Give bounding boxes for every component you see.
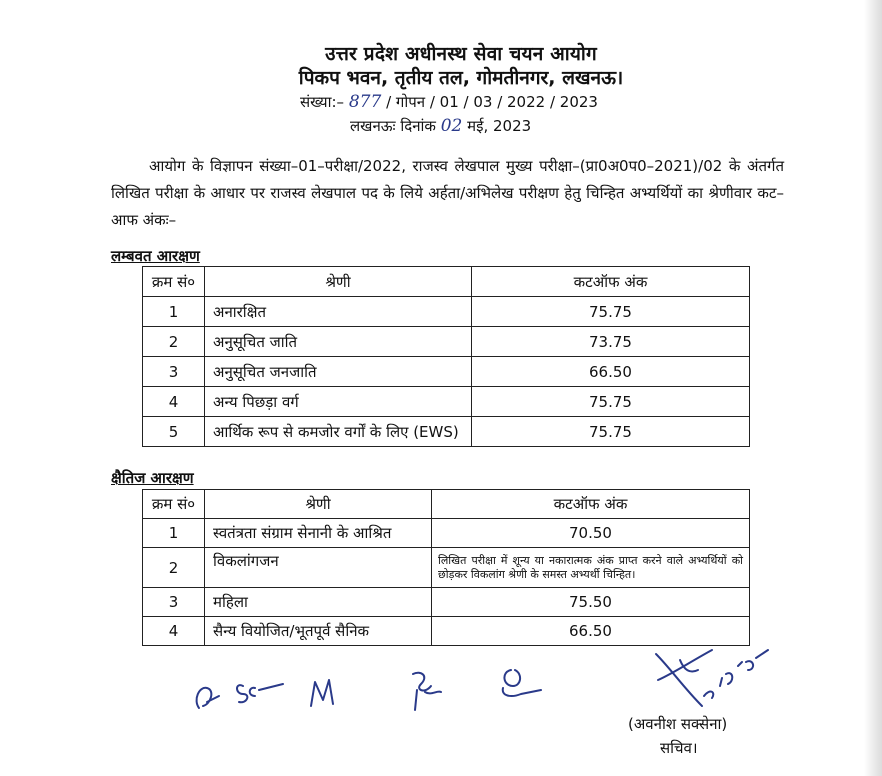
row-cutoff: 75.75 xyxy=(472,417,750,447)
row-cutoff: 66.50 xyxy=(472,357,750,387)
row-cutoff-note: लिखित परीक्षा में शून्य या नकारात्मक अंक प्राप्त करने वाले अभ्यर्थियों को छोड़कर विकलांग श्रेणी के समस्त अभ्यर्थी चिन्हित। xyxy=(432,548,750,588)
table-row xyxy=(143,417,750,447)
secretary-designation: सचिव। xyxy=(660,739,698,757)
signature-3 xyxy=(311,680,333,706)
row-category: महिला xyxy=(205,588,432,617)
secretary-signature xyxy=(650,640,775,716)
signature-2 xyxy=(237,684,283,702)
row-category: सैन्य वियोजित/भूतपूर्व सैनिक xyxy=(205,617,432,646)
date-prefix: लखनऊः दिनांक xyxy=(350,117,436,135)
table-row xyxy=(143,387,750,417)
table-header-row xyxy=(143,267,750,297)
commission-address: पिकप भवन, तृतीय तल, गोमतीनगर, लखनऊ। xyxy=(298,67,624,89)
secretary-name: (अवनीश सक्सेना) xyxy=(628,715,728,733)
row-category: अनुसूचित जाति xyxy=(205,327,472,357)
commission-name: उत्तर प्रदेश अधीनस्थ सेवा चयन आयोग xyxy=(325,43,597,65)
row-cutoff: 66.50 xyxy=(432,617,750,646)
row-category: आर्थिक रूप से कमजोर वर्गों के लिए (EWS) xyxy=(205,417,472,447)
ref-prefix: संख्या:– xyxy=(300,93,345,111)
row-category: विकलांगजन xyxy=(205,548,432,588)
date-suffix: मई, 2023 xyxy=(467,117,532,135)
table-row xyxy=(143,327,750,357)
row-cutoff: 75.75 xyxy=(472,387,750,417)
horizontal-reservation-table xyxy=(142,489,750,646)
col-serial: क्रम सं० xyxy=(143,267,205,297)
row-serial: 2 xyxy=(143,548,205,588)
row-cutoff: 70.50 xyxy=(432,519,750,548)
row-category: अनुसूचित जनजाति xyxy=(205,357,472,387)
row-serial: 1 xyxy=(143,519,205,548)
table-row xyxy=(143,548,750,588)
letter-date xyxy=(350,116,531,136)
row-serial: 4 xyxy=(143,617,205,646)
table-row xyxy=(143,519,750,548)
col-category: श्रेणी xyxy=(205,267,472,297)
table-row xyxy=(143,357,750,387)
ref-suffix: / गोपन / 01 / 03 / 2022 / 2023 xyxy=(386,93,598,111)
row-serial: 4 xyxy=(143,387,205,417)
col-cutoff: कटऑफ अंक xyxy=(472,267,750,297)
vertical-reservation-title: लम्बवत आरक्षण xyxy=(111,247,200,265)
signature-1 xyxy=(197,688,219,708)
table-header-row xyxy=(143,490,750,519)
page-edge-shadow xyxy=(864,0,882,776)
row-serial: 3 xyxy=(143,357,205,387)
row-category: अन्य पिछड़ा वर्ग xyxy=(205,387,472,417)
body-paragraph xyxy=(111,153,784,234)
signature-5 xyxy=(503,670,541,696)
col-cutoff: कटऑफ अंक xyxy=(432,490,750,519)
vertical-reservation-table xyxy=(142,266,750,447)
body-text: आयोग के विज्ञापन संख्या–01–परीक्षा/2022, राजस्व लेखपाल मुख्य परीक्षा–(प्रा0अ0प0–2021)/02 के अंतर्गत लिखित परीक्षा के आधार पर राजस्व लेखपाल पद के लिये अर्हता/अभिलेख परीक्षण हेतु चिन्हित अभ्यर्थियों का श्रेणीवार कट–आफ अंकः– xyxy=(111,157,784,229)
ref-handwritten-number: 877 xyxy=(348,92,382,112)
reference-number xyxy=(300,92,598,112)
row-serial: 2 xyxy=(143,327,205,357)
row-cutoff: 75.50 xyxy=(432,588,750,617)
horizontal-reservation-title: क्षैतिज आरक्षण xyxy=(111,469,194,487)
date-handwritten-day: 02 xyxy=(440,116,463,136)
table-row xyxy=(143,297,750,327)
row-cutoff: 75.75 xyxy=(472,297,750,327)
row-cutoff: 73.75 xyxy=(472,327,750,357)
row-category: अनारक्षित xyxy=(205,297,472,327)
col-serial: क्रम सं० xyxy=(143,490,205,519)
row-category: स्वतंत्रता संग्राम सेनानी के आश्रित xyxy=(205,519,432,548)
signature-4 xyxy=(413,673,441,710)
row-serial: 5 xyxy=(143,417,205,447)
col-category: श्रेणी xyxy=(205,490,432,519)
row-serial: 1 xyxy=(143,297,205,327)
table-row xyxy=(143,588,750,617)
row-serial: 3 xyxy=(143,588,205,617)
